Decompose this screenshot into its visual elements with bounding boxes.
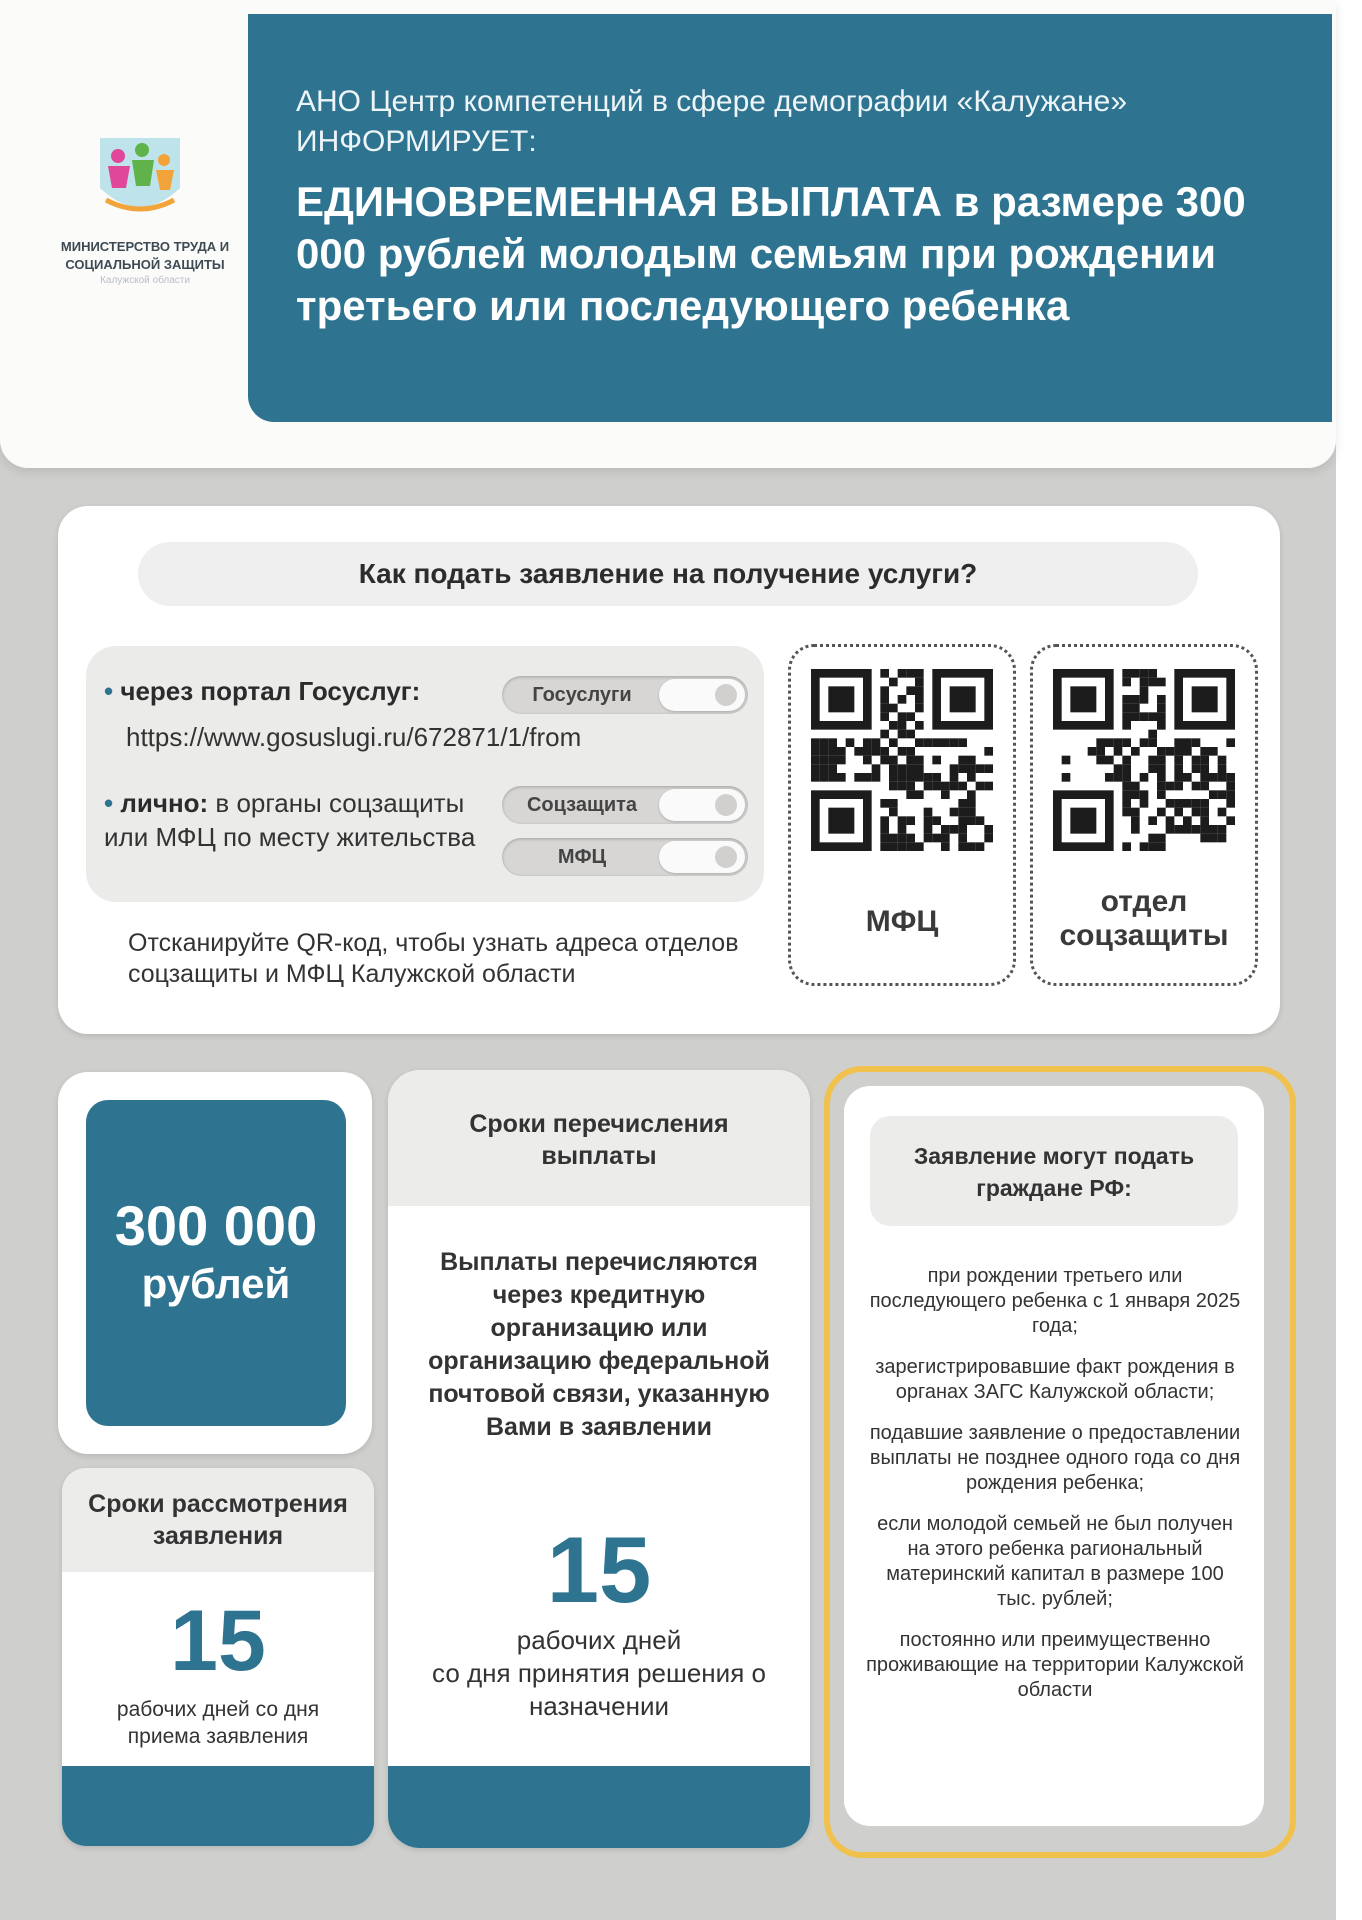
portal-method: [104, 674, 484, 708]
eligibility-item: постоянно или преимущественно проживающие на территории Калужской области: [866, 1629, 1244, 1701]
transfer-days-subtext: со дня принятия решения о назначении: [432, 1658, 766, 1721]
transfer-days-text: рабочих дней: [516, 1625, 682, 1655]
eligibility-header: [870, 1116, 1238, 1226]
scan-instructions: Отсканируйте QR-код, чтобы узнать адреса отделов соцзащиты и МФЦ Калужской области: [128, 929, 739, 988]
mfc-toggle-label: МФЦ: [557, 846, 607, 868]
amount-box: [86, 1100, 346, 1426]
transfer-term-card: [388, 1070, 810, 1848]
amount-unit: рублей: [141, 1260, 291, 1307]
soczashita-toggle[interactable]: [502, 786, 748, 824]
qr-mfc-caption: МФЦ: [865, 905, 939, 938]
transfer-description: Выплаты перечисляются через кредитную организацию или организацию федеральной почтовой связи, указанную Вами в заявлении: [428, 1248, 770, 1441]
qr-card-mfc[interactable]: [788, 644, 1016, 986]
portal-url[interactable]: https://www.gosuslugi.ru/672871/1/from: [126, 722, 582, 752]
apply-methods-panel: [86, 646, 764, 902]
eligibility-title: Заявление могут подать граждане РФ:: [913, 1143, 1195, 1201]
transfer-days-number: 15: [546, 1517, 652, 1622]
review-days-number: 15: [170, 1593, 266, 1689]
eligibility-item: подавшие заявление о предоставлении выплаты не позднее одного года со дня рождения ребенка;: [869, 1422, 1241, 1494]
apply-heading: Как подать заявление на получение услуги?: [138, 542, 1198, 606]
bullet-icon: •: [104, 788, 114, 818]
eligibility-item: при рождении третьего или последующего ребенка с 1 января 2025 года;: [869, 1265, 1241, 1337]
transfer-term-title: Сроки перечисления выплаты: [469, 1110, 729, 1170]
org-announcement: АНО Центр компетенций в сфере демографии «Калужане» ИНФОРМИРУЕТ:: [296, 85, 1128, 158]
soczashita-toggle-label: Соцзащита: [526, 794, 638, 816]
mfc-toggle[interactable]: [502, 838, 748, 876]
eligibility-item: зарегистрировавшие факт рождения в органах ЗАГС Калужской области;: [875, 1356, 1235, 1403]
qr-card-social[interactable]: [1030, 644, 1258, 986]
bullet-icon: •: [104, 676, 114, 706]
eligibility-item: если молодой семьей не был получен на этого ребенка рагиональный материнский капитал в размере 100 тыс. рублей;: [877, 1513, 1233, 1610]
gosuslugi-toggle-label: Госуслуги: [532, 684, 632, 706]
amount-card: [58, 1072, 372, 1454]
in-person-label: лично:: [120, 788, 209, 818]
eligibility-inner: [844, 1086, 1264, 1826]
in-person-text: в органы соцзащиты или МФЦ по месту жительства: [104, 788, 476, 852]
eligibility-card: [824, 1066, 1296, 1858]
toggle-knob: [659, 679, 745, 711]
eligibility-list: [864, 1264, 1246, 1719]
amount-value: 300 000: [114, 1194, 318, 1257]
transfer-term-footer: [388, 1766, 810, 1848]
page-title: ЕДИНОВРЕМЕННАЯ ВЫПЛАТА в размере 300 000 рублей молодым семьям при рождении третьего или последующего ребенка: [296, 178, 1246, 329]
toggle-knob: [659, 789, 745, 821]
qr-code-social-icon: [1053, 669, 1235, 851]
toggle-knob: [659, 841, 745, 873]
gosuslugi-toggle[interactable]: [502, 676, 748, 714]
in-person-method: [104, 786, 484, 854]
ministry-name: МИНИСТЕРСТВО ТРУДА И СОЦИАЛЬНОЙ ЗАЩИТЫ Калужской области: [50, 238, 240, 288]
qr-code-mfc-icon: [811, 669, 993, 851]
review-days-text: рабочих дней со дня приема заявления: [116, 1698, 320, 1748]
qr-social-caption: отдел соцзащиты: [1059, 885, 1229, 952]
review-term-title: Сроки рассмотрения заявления: [88, 1490, 348, 1550]
ministry-region: Калужской области: [100, 275, 190, 286]
apply-card: [58, 506, 1280, 1034]
page-margin: [1336, 0, 1362, 1920]
review-term-footer: [62, 1766, 374, 1846]
portal-label: через портал Госуслуг:: [120, 676, 421, 706]
review-term-card: [62, 1468, 374, 1846]
family-logo-icon: [90, 130, 190, 226]
